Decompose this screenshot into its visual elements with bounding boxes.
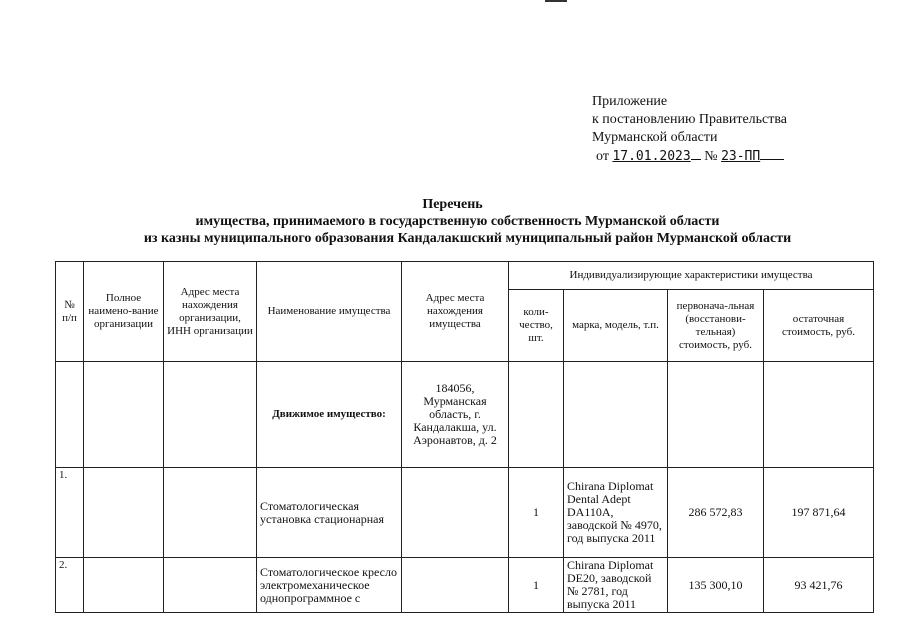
header-org-address: Адрес места нахождения организации, ИНН организации [164, 262, 257, 362]
row-num: 2. [56, 558, 84, 613]
header-property-name: Наименование имущества [257, 262, 402, 362]
appendix-resolution: к постановлению Правительства [592, 112, 788, 127]
header-initial-cost: первонача-льная (восстанови-тельная) стоимость, руб. [668, 290, 764, 362]
row-residual-cost: 93 421,76 [764, 558, 874, 613]
section-label: Движимое имущество: [257, 362, 402, 468]
header-residual-cost: остаточная стоимость, руб. [764, 290, 874, 362]
appendix-header [592, 93, 787, 166]
row-brand: Chirana Diplomat Dental Adept DA110A, заводской № 4970, год выпуска 2011 [564, 468, 668, 558]
row-qty: 1 [509, 468, 564, 558]
appendix-date-line [596, 147, 787, 166]
header-qty: коли-чество, шт. [509, 290, 564, 362]
row-initial-cost: 135 300,10 [668, 558, 764, 613]
header-property-address: Адрес места нахождения имущества [402, 262, 509, 362]
row-residual-cost: 197 871,64 [764, 468, 874, 558]
header-num: № п/п [56, 262, 84, 362]
header-org-name: Полное наимено-вание организации [84, 262, 164, 362]
appendix-title: Приложение [592, 94, 668, 109]
resolution-number: 23-ПП [721, 149, 761, 164]
row-brand: Chirana Diplomat DE20, заводской № 2781, год выпуска 2011 [564, 558, 668, 613]
row-property-name: Стоматологическая установка стационарная [257, 468, 402, 558]
title-line-3: из казны муниципального образования Кандалакшский муниципальный район Мурманской области [143, 231, 792, 246]
header-characteristics: Индивидуализирующие характеристики имущества [509, 262, 874, 290]
section-row [56, 362, 874, 468]
row-qty: 1 [509, 558, 564, 613]
resolution-date: 17.01.2023 [612, 149, 691, 164]
section-address: 184056, Мурманская область, г. Кандалакша, ул. Аэронавтов, д. 2 [402, 362, 509, 468]
table-row [56, 468, 874, 558]
row-num: 1. [56, 468, 84, 558]
page-top-mark [545, 0, 567, 2]
table-row [56, 558, 874, 613]
title-line-1: Перечень [422, 197, 483, 212]
title-line-2: имущества, принимаемого в государственную собственность Мурманской области [195, 214, 720, 229]
appendix-region: Мурманской области [592, 130, 718, 145]
header-brand: марка, модель, т.п. [564, 290, 668, 362]
property-table [55, 261, 874, 613]
number-prefix: № [704, 149, 718, 164]
row-property-name: Стоматологическое кресло электромеханическое однопрограммное с [257, 558, 402, 613]
header-row-1 [56, 262, 874, 290]
row-initial-cost: 286 572,83 [668, 468, 764, 558]
document-title [0, 196, 905, 247]
date-prefix: от [596, 149, 609, 164]
